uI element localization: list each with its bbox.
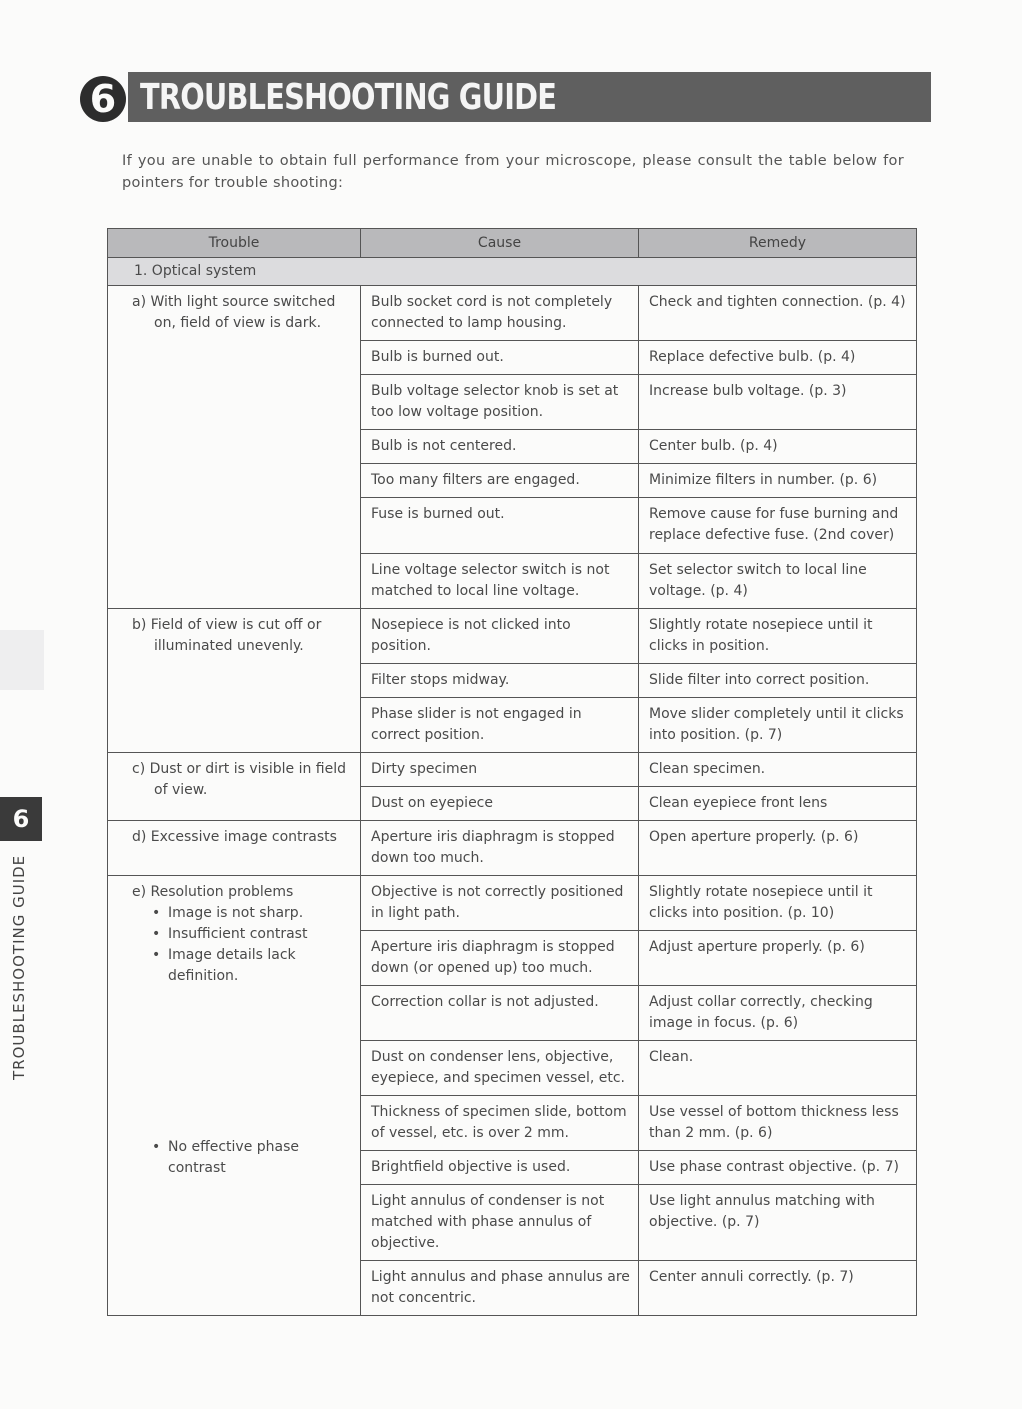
- cause-cell: Nosepiece is not clicked into position.: [361, 609, 639, 664]
- intro-paragraph: If you are unable to obtain full performance from your microscope, please consult the table below for pointers for trouble shooting:: [122, 153, 904, 191]
- remedy-cell: Clean.: [639, 1041, 917, 1096]
- cause-cell: Aperture iris diaphragm is stopped down too much.: [361, 821, 639, 876]
- side-tab-label: TROUBLESHOOTING GUIDE: [10, 854, 28, 1080]
- remedy-cell: Slightly rotate nosepiece until it clicks in position.: [639, 609, 917, 664]
- trouble-e: [108, 876, 361, 1316]
- cause-cell: Light annulus of condenser is not matched with phase annulus of objective.: [361, 1185, 639, 1261]
- trouble-e-bullet: • Image is not sharp.: [132, 903, 352, 924]
- cause-cell: Filter stops midway.: [361, 664, 639, 698]
- remedy-cell: Set selector switch to local line voltage. (p. 4): [639, 554, 917, 609]
- page-title-banner: [128, 72, 931, 122]
- remedy-cell: Clean specimen.: [639, 753, 917, 787]
- section-row-optical-system: [108, 258, 917, 286]
- table-row: [108, 609, 917, 664]
- remedy-cell: Center bulb. (p. 4): [639, 430, 917, 464]
- cause-cell: Objective is not correctly positioned in light path.: [361, 876, 639, 931]
- trouble-e-bullet: • Insufficient contrast: [132, 924, 352, 945]
- cause-cell: Thickness of specimen slide, bottom of vessel, etc. is over 2 mm.: [361, 1096, 639, 1151]
- table-row: [108, 821, 917, 876]
- table-row: [108, 286, 917, 341]
- page-title: TROUBLESHOOTING GUIDE: [140, 77, 557, 118]
- remedy-cell: Adjust aperture properly. (p. 6): [639, 931, 917, 986]
- cause-cell: Too many filters are engaged.: [361, 464, 639, 498]
- cause-cell: Bulb is burned out.: [361, 341, 639, 375]
- cause-cell: Fuse is burned out.: [361, 498, 639, 554]
- trouble-e-bullet-phase: • No effective phase contrast: [132, 1137, 352, 1179]
- remedy-cell: Open aperture properly. (p. 6): [639, 821, 917, 876]
- remedy-cell: Slide filter into correct position.: [639, 664, 917, 698]
- trouble-a-text: a) With light source switched on, field of view is dark.: [132, 294, 336, 331]
- table-header-row: [108, 229, 917, 258]
- chapter-number-badge: 6: [80, 76, 126, 122]
- remedy-cell: Replace defective bulb. (p. 4): [639, 341, 917, 375]
- remedy-cell: Remove cause for fuse burning and replace defective fuse. (2nd cover): [639, 498, 917, 554]
- cause-cell: Correction collar is not adjusted.: [361, 986, 639, 1041]
- remedy-cell: Increase bulb voltage. (p. 3): [639, 375, 917, 430]
- table-row: [108, 753, 917, 787]
- trouble-a: [108, 286, 361, 609]
- cause-cell: Phase slider is not engaged in correct position.: [361, 698, 639, 753]
- cause-cell: Aperture iris diaphragm is stopped down (or opened up) too much.: [361, 931, 639, 986]
- cause-cell: Dust on condenser lens, objective, eyepiece, and specimen vessel, etc.: [361, 1041, 639, 1096]
- header-trouble: Trouble: [108, 229, 361, 258]
- trouble-e-bullet: • Image details lack definition.: [132, 945, 352, 987]
- section-label: 1. Optical system: [108, 258, 917, 286]
- remedy-cell: Use light annulus matching with objective. (p. 7): [639, 1185, 917, 1261]
- remedy-cell: Center annuli correctly. (p. 7): [639, 1261, 917, 1316]
- trouble-b: [108, 609, 361, 753]
- cause-cell: Dirty specimen: [361, 753, 639, 787]
- side-tab-chapter-number: 6: [0, 797, 42, 841]
- cause-cell: Brightfield objective is used.: [361, 1151, 639, 1185]
- trouble-b-text: b) Field of view is cut off or illuminated unevenly.: [132, 617, 322, 654]
- faded-side-tab: [0, 630, 44, 690]
- cause-cell: Dust on eyepiece: [361, 787, 639, 821]
- cause-cell: Line voltage selector switch is not matched to local line voltage.: [361, 554, 639, 609]
- remedy-cell: Use phase contrast objective. (p. 7): [639, 1151, 917, 1185]
- cause-cell: Bulb voltage selector knob is set at too low voltage position.: [361, 375, 639, 430]
- remedy-cell: Adjust collar correctly, checking image in focus. (p. 6): [639, 986, 917, 1041]
- trouble-d-text: d) Excessive image contrasts: [132, 829, 337, 845]
- remedy-cell: Slightly rotate nosepiece until it clicks into position. (p. 10): [639, 876, 917, 931]
- remedy-cell: Clean eyepiece front lens: [639, 787, 917, 821]
- remedy-cell: Minimize filters in number. (p. 6): [639, 464, 917, 498]
- cause-cell: Bulb socket cord is not completely connected to lamp housing.: [361, 286, 639, 341]
- trouble-c: [108, 753, 361, 821]
- cause-cell: Bulb is not centered.: [361, 430, 639, 464]
- remedy-cell: Move slider completely until it clicks into position. (p. 7): [639, 698, 917, 753]
- troubleshooting-table: [107, 228, 917, 1316]
- header-cause: Cause: [361, 229, 639, 258]
- trouble-e-text: e) Resolution problems: [132, 884, 294, 900]
- trouble-c-text: c) Dust or dirt is visible in field of view.: [132, 761, 346, 798]
- remedy-cell: Use vessel of bottom thickness less than 2 mm. (p. 6): [639, 1096, 917, 1151]
- cause-cell: Light annulus and phase annulus are not concentric.: [361, 1261, 639, 1316]
- trouble-d: [108, 821, 361, 876]
- header-remedy: Remedy: [639, 229, 917, 258]
- table-row: [108, 876, 917, 931]
- remedy-cell: Check and tighten connection. (p. 4): [639, 286, 917, 341]
